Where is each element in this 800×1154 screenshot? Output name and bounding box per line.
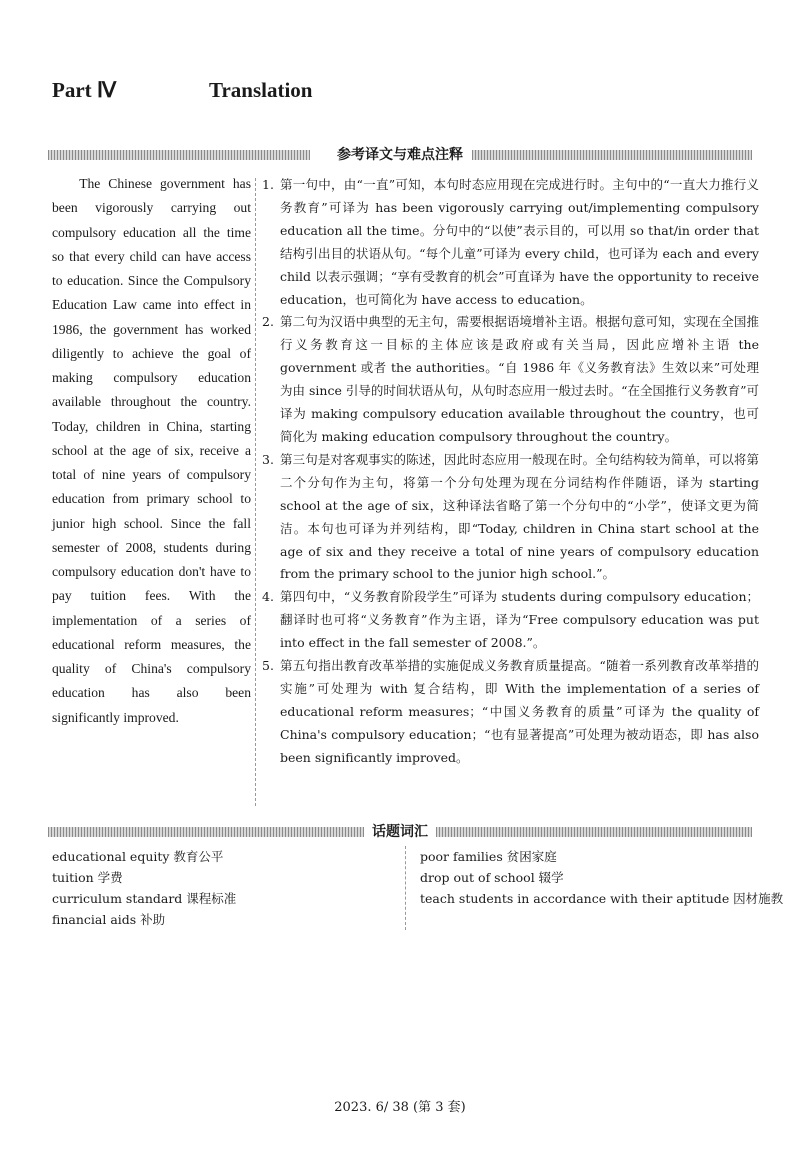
note-item: [262, 449, 759, 586]
notes-list: [262, 174, 759, 770]
vocabulary-left-column: [52, 846, 392, 930]
vocab-item: tuition 学费: [52, 870, 123, 885]
vocabulary-divider: [405, 846, 406, 930]
reference-heading-bar: [48, 145, 752, 165]
vocab-item: teach students in accordance with their aptitude 因材施教: [420, 891, 784, 906]
note-number: 4.: [262, 589, 274, 605]
note-text: 第一句中，由“一直”可知，本句时态应用现在完成进行时。主句中的“一直大力推行义务教育”可译为 has been vigorously carrying out/implementing compulsory education all the time。分句中的“以使”表示目的，可以用 so that/in order that 结构引出目的状语从句。“每个儿童”可译为 every child，也可译为 each and every child 以表示强调；“享有受教育的机会”可直译为 have the opportunity to receive education，也可简化为 have access to education。: [280, 177, 759, 307]
vocab-item: educational equity 教育公平: [52, 849, 224, 864]
page-header: [52, 78, 752, 106]
note-text: 第五句指出教育改革举措的实施促成义务教育质量提高。“随着一系列教育改革举措的实施”可处理为 with 复合结构，即 With the implementation of a series of educational reform measures；“中国义务教育的质量”可译为 the quality of China's compulsory education；“也有显著提高”可处理为被动语态，即 has also been significantly improved。: [280, 658, 759, 765]
page-footer: 2023. 6/ 38 (第 3 套): [334, 1100, 466, 1115]
reference-heading: 参考译文与难点注释: [337, 147, 463, 163]
vocabulary-heading-bar: [48, 822, 752, 842]
heading-band-right: [472, 150, 752, 160]
note-number: 5.: [262, 658, 274, 674]
note-number: 2.: [262, 314, 274, 330]
vocab-item: curriculum standard 课程标准: [52, 891, 237, 906]
vocabulary-right-column: [420, 846, 784, 909]
note-text: 第二句为汉语中典型的无主句，需要根据语境增补主语。根据句意可知，实现在全国推行义务教育这一目标的主体应该是政府或有关当局，因此应增补主语 the government 或者 the authorities。“自 1986 年《义务教育法》生效以来”可处理为由 since 引导的时间状语从句，从句时态应用一般过去时。“在全国推行义务教育”可译为 making compulsory education available throughout the country，也可简化为 making education compulsory throughout the country。: [280, 314, 759, 444]
note-item: [262, 174, 759, 311]
section-title: Translation: [209, 78, 313, 102]
vocab-item: drop out of school 辍学: [420, 870, 564, 885]
english-paragraph: The Chinese government has been vigorously carrying out compulsory education all the time so that every child can have access to education. Since the Compulsory Education Law came into effect in 1986, the government has worked diligently to achieve the goal of making compulsory education available throughout the country. Today, children in China, starting school at the age of six, receive a total of nine years of compulsory education from primary school to junior high school. Since the fall semester of 2008, students during compulsory education don't have to pay tuition fees. With the implementation of a series of educational reform measures, the quality of China's compulsory education has also been significantly improved.: [52, 176, 251, 725]
note-item: [262, 586, 759, 655]
part-label: Part Ⅳ: [52, 78, 117, 102]
note-number: 3.: [262, 451, 274, 467]
note-text: 第三句是对客观事实的陈述，因此时态应用一般现在时。全句结构较为简单，可以将第二个分句作为主句，将第一个分句处理为现在分词结构作伴随语，译为 starting school at the age of six，这种译法省略了第一个分句中的“小学”，使译文更为简洁。本句也可译为并列结构，即“Today, children in China start school at the age of six and they receive a total of nine years of compulsory education from the primary school to the junior high school.”。: [280, 451, 759, 582]
note-item: [262, 655, 759, 770]
column-divider: [255, 178, 256, 806]
note-item: [262, 311, 759, 448]
vocab-item: financial aids 补助: [52, 912, 166, 927]
note-number: 1.: [262, 177, 274, 192]
vocabulary-heading: 话题词汇: [372, 824, 428, 840]
english-translation: [52, 172, 251, 730]
heading-band-right: [436, 827, 752, 837]
vocab-item: poor families 贫困家庭: [420, 849, 557, 864]
note-text: 第四句中，“义务教育阶段学生”可译为 students during compulsory education；翻译时也可将“义务教育”作为主语，译为“Free compulsory education was put into effect in the fall semester of 2008.”。: [280, 589, 759, 651]
